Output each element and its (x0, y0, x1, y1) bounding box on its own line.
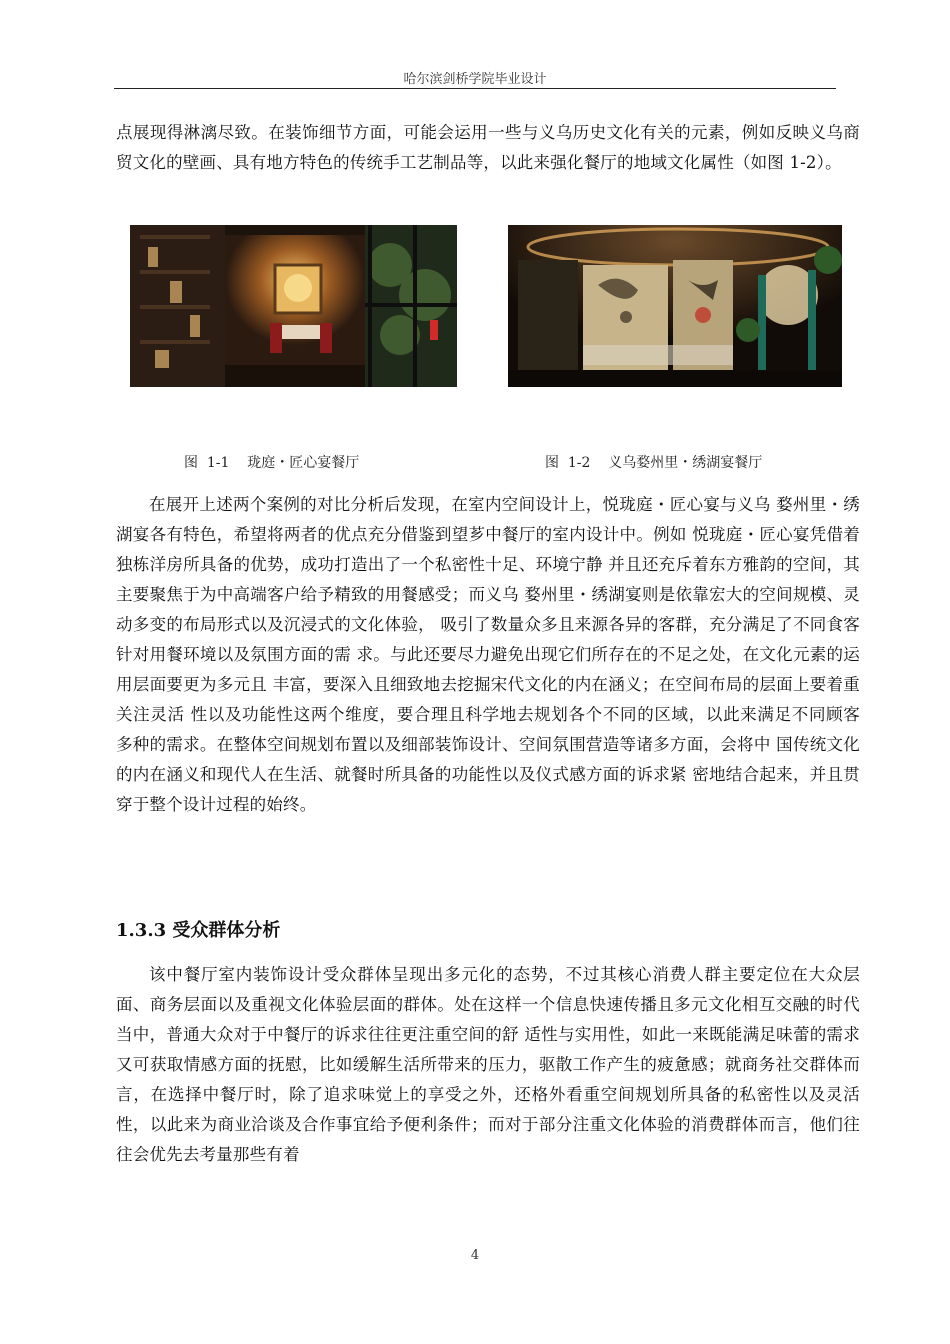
figure-1-1-caption: 图 1-1 珑庭・匠心宴餐厅 (184, 455, 360, 471)
paragraph-continued: 点展现得淋漓尽致。在装饰细节方面，可能会运用一些与义乌历史文化有关的元素，例如反映义乌商贸文化的壁画、具有地方特色的传统手工艺制品等，以此来强化餐厅的地域文化属性（如图 1-2）。 (116, 123, 860, 172)
figure-1-2-caption: 图 1-2 义乌婺州里・绣湖宴餐厅 (545, 455, 763, 471)
header-divider (114, 88, 836, 89)
figure-1-2-photo (508, 225, 842, 387)
figure-1-1-photo (130, 225, 457, 387)
paragraph-comparison: 在展开上述两个案例的对比分析后发现，在室内空间设计上，悦珑庭・匠心宴与义乌 婺州里・绣湖宴各有特色，希望将两者的优点充分借鉴到望芗中餐厅的室内设计中。例如 悦珑庭・匠心宴凭借着独栋洋房所具备的优势，成功打造出了一个私密性十足、环境宁静 并且还充斥着东方雅韵的空间，其主要聚焦于为中高端客户给予精致的用餐感受；而义乌 婺州里・绣湖宴则是依靠宏大的空间规模、灵动多变的布局形式以及沉浸式的文化体验， 吸引了数量众多且来源各异的客群，充分满足了不同食客针对用餐环境以及氛围方面的需 求。与此还要尽力避免出现它们所存在的不足之处，在文化元素的运用层面要更为多元且 丰富，要深入且细致地去挖掘宋代文化的内在涵义；在空间布局的层面上要着重关注灵活 性以及功能性这两个维度，要合理且科学地去规划各个不同的区域，以此来满足不同顾客 多种的需求。在整体空间规划布置以及细部装饰设计、空间氛围营造等诸多方面，会将中 国传统文化的内在涵义和现代人在生活、就餐时所具备的功能性以及仪式感方面的诉求紧 密地结合起来，并且贯穿于整个设计过程的始终。 (116, 495, 860, 814)
paragraph-audience: 该中餐厅室内装饰设计受众群体呈现出多元化的态势，不过其核心消费人群主要定位在大众层面、商务层面以及重视文化体验层面的群体。处在这样一个信息快速传播且多元文化相互交融的时代当中，普通大众对于中餐厅的诉求往往更注重空间的舒 适性与实用性，如此一来既能满足味蕾的需求又可获取情感方面的抚慰，比如缓解生活所带来的压力，驱散工作产生的疲惫感；就商务社交群体而言，在选择中餐厅时，除了追求味觉上的享受之外，还格外看重空间规划所具备的私密性以及灵活性，以此来为商业洽谈及合作事宜给予便利条件；而对于部分注重文化体验的消费群体而言，他们往往会优先去考量那些有着 (116, 965, 860, 1164)
page-number: 4 (470, 1248, 480, 1263)
section-heading: 1.3.3 受众群体分析 (116, 920, 281, 941)
page-header-title: 哈尔滨剑桥学院毕业设计 (403, 72, 547, 87)
